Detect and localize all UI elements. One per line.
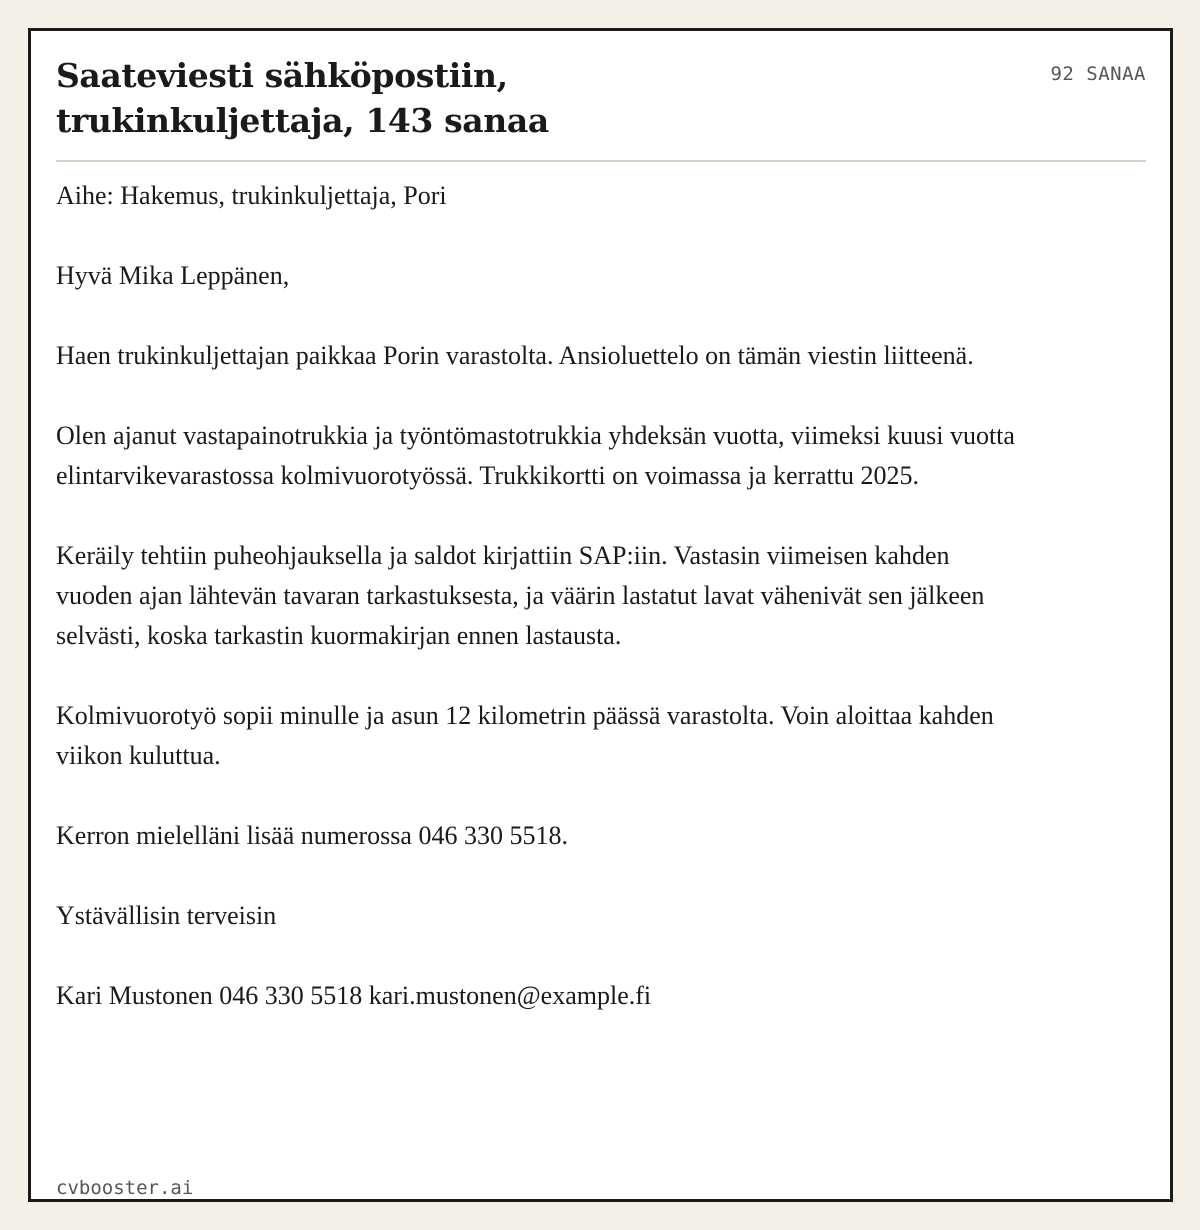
header-divider bbox=[56, 160, 1146, 162]
email-paragraph: Keräily tehtiin puheohjauksella ja saldot kirjattiin SAP:iin. Vastasin viimeisen kahden vuoden ajan lähtevän tavaran tarkastuksesta, ja väärin lastatut lavat vähenivät sen jälkeen selvästi, koska tarkastin kuormakirjan ennen lastausta. bbox=[56, 541, 985, 650]
email-paragraph: Kerron mielelläni lisää numerossa 046 330 5518. bbox=[56, 821, 568, 850]
email-closing: Ystävällisin terveisin bbox=[56, 901, 277, 930]
word-count-badge: 92 SANAA bbox=[1050, 63, 1146, 85]
footer-brand: cvbooster.ai bbox=[56, 1177, 194, 1199]
cover-letter-card bbox=[28, 28, 1173, 1202]
email-greeting: Hyvä Mika Leppänen, bbox=[56, 261, 290, 290]
page-title: Saateviesti sähköpostiin, trukinkuljettaja, 143 sanaa bbox=[56, 56, 549, 140]
email-paragraph: Kolmivuorotyö sopii minulle ja asun 12 kilometrin päässä varastolta. Voin aloittaa kahden viikon kuluttua. bbox=[56, 701, 994, 770]
email-paragraph: Olen ajanut vastapainotrukkia ja työntömastotrukkia yhdeksän vuotta, viimeksi kuusi vuotta elintarvikevarastossa kolmivuorotyössä. Trukkikortti on voimassa ja kerrattu 2025. bbox=[56, 421, 1015, 490]
email-paragraph: Haen trukinkuljettajan paikkaa Porin varastolta. Ansioluettelo on tämän viestin liitteenä. bbox=[56, 341, 974, 370]
email-subject: Aihe: Hakemus, trukinkuljettaja, Pori bbox=[56, 181, 447, 210]
email-body bbox=[56, 176, 1016, 1016]
email-signature: Kari Mustonen 046 330 5518 kari.mustonen@example.fi bbox=[56, 981, 652, 1010]
card-header bbox=[56, 53, 1146, 163]
